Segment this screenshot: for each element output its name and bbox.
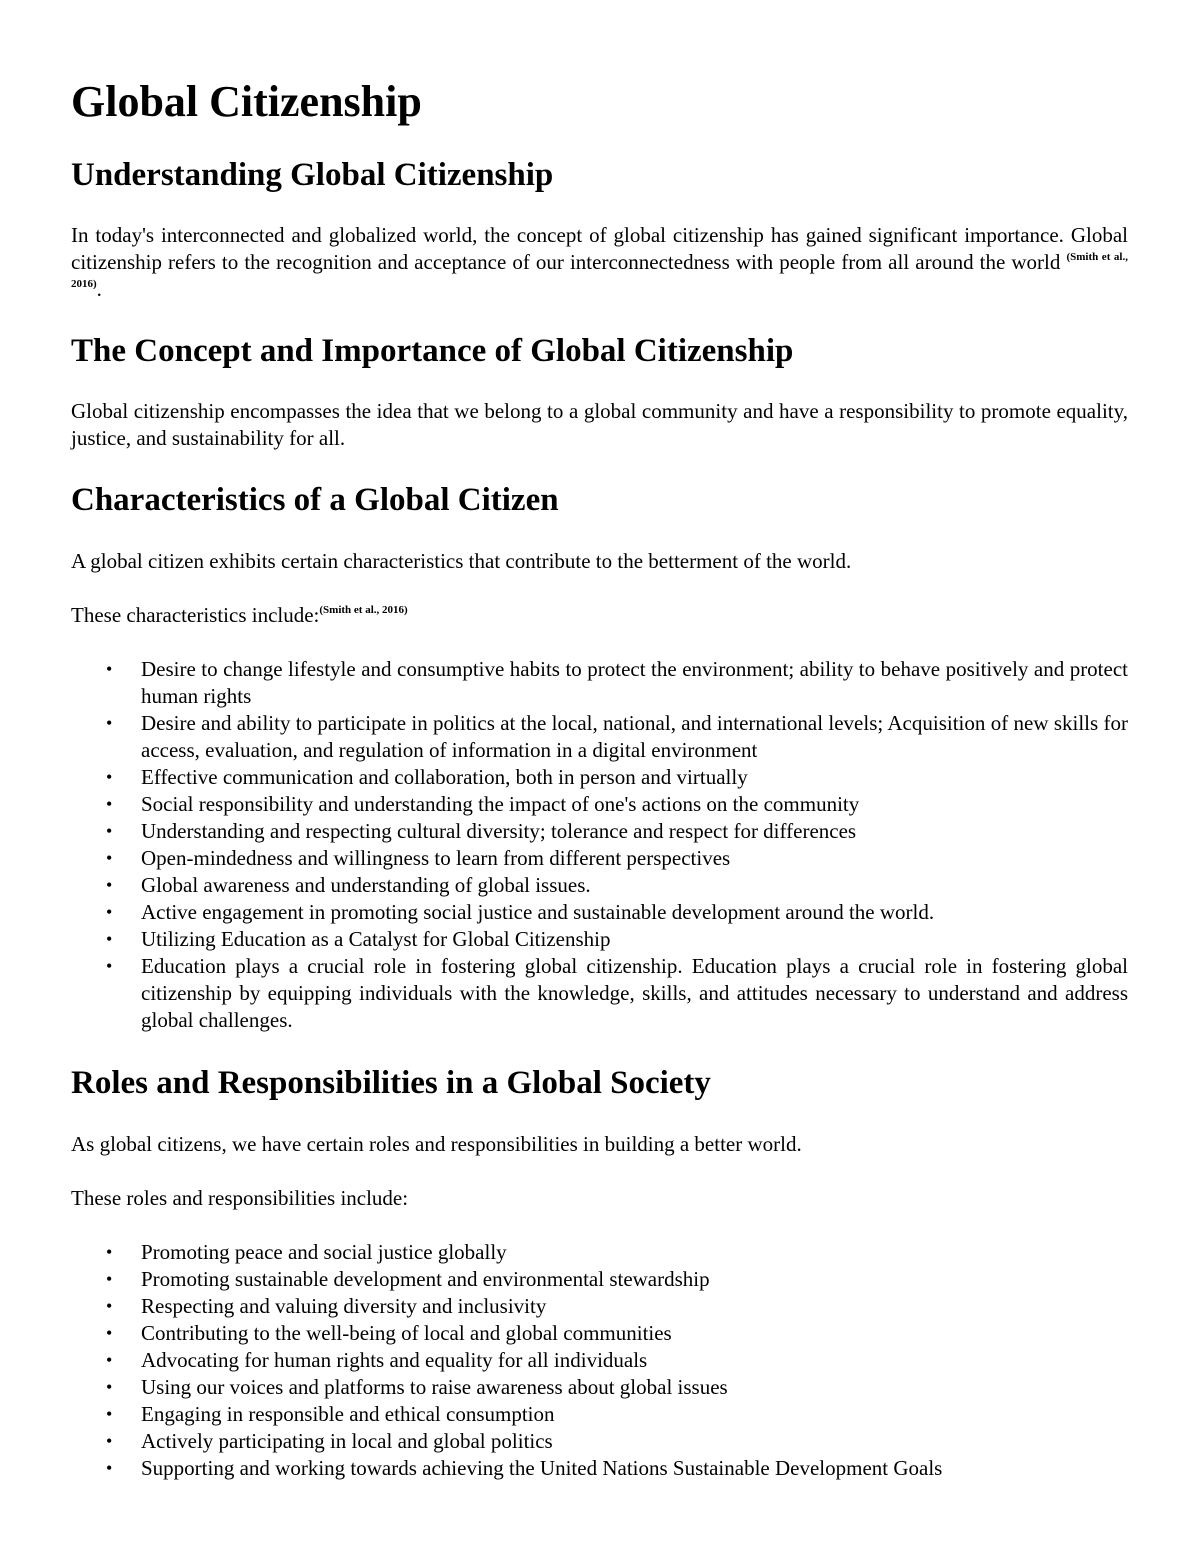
- bullet-icon: •: [106, 1458, 113, 1478]
- list-item: [71, 953, 1128, 1034]
- characteristics-lead-text: These characteristics include:: [71, 603, 320, 627]
- list-item-text: Promoting sustainable development and environmental stewardship: [141, 1267, 710, 1291]
- paragraph-characteristics-intro: A global citizen exhibits certain characteristics that contribute to the betterment of the world.: [71, 549, 852, 573]
- list-item-text: Effective communication and collaboration, both in person and virtually: [141, 765, 748, 789]
- list-item: [71, 656, 1128, 710]
- heading-roles: Roles and Responsibilities in a Global Society: [71, 1065, 711, 1101]
- list-item: [71, 1428, 1128, 1455]
- list-item: [71, 1320, 1128, 1347]
- list-item: [71, 791, 1128, 818]
- bullet-icon: •: [106, 1296, 113, 1316]
- citation-understanding: (Smith et al., 2016): [71, 251, 1128, 290]
- list-item-text: Education plays a crucial role in fostering global citizenship. Education plays a crucial role in fostering global citizenship by equipping individuals with the knowledge, skills, and attitudes necessary to understand and address global challenges.: [141, 954, 1128, 1032]
- list-item: [71, 764, 1128, 791]
- list-item: [71, 899, 1128, 926]
- paragraph-roles-lead: These roles and responsibilities include:: [71, 1186, 409, 1210]
- paragraph-understanding-tail: .: [96, 277, 102, 301]
- bullet-icon: •: [106, 1269, 113, 1289]
- heading-characteristics: Characteristics of a Global Citizen: [71, 482, 559, 518]
- list-item: [71, 818, 1128, 845]
- bullet-icon: •: [106, 1242, 113, 1262]
- list-item: [71, 845, 1128, 872]
- heading-understanding: Understanding Global Citizenship: [71, 157, 554, 193]
- list-item-text: Open-mindedness and willingness to learn from different perspectives: [141, 846, 731, 870]
- list-item: [71, 1374, 1128, 1401]
- list-item-text: Respecting and valuing diversity and inclusivity: [141, 1294, 547, 1318]
- bullet-icon: •: [106, 1431, 113, 1451]
- list-item: [71, 710, 1128, 764]
- list-item-text: Supporting and working towards achieving the United Nations Sustainable Development Goals: [141, 1456, 943, 1480]
- list-item: [71, 1455, 1128, 1482]
- bullet-icon: •: [106, 794, 113, 814]
- bullet-icon: •: [106, 1404, 113, 1424]
- list-item-text: Contributing to the well-being of local and global communities: [141, 1321, 672, 1345]
- bullet-icon: •: [106, 659, 113, 679]
- list-item-text: Desire to change lifestyle and consumptive habits to protect the environment; ability to behave positively and protect human rights: [141, 657, 1128, 708]
- paragraph-understanding: [71, 222, 1128, 303]
- list-item-text: Utilizing Education as a Catalyst for Global Citizenship: [141, 927, 611, 951]
- list-item-text: Advocating for human rights and equality for all individuals: [141, 1348, 648, 1372]
- list-item: [71, 926, 1128, 953]
- list-item-text: Active engagement in promoting social justice and sustainable development around the world.: [141, 900, 935, 924]
- list-item-text: Global awareness and understanding of global issues.: [141, 873, 591, 897]
- bullet-icon: •: [106, 713, 113, 733]
- list-item-text: Promoting peace and social justice globally: [141, 1240, 507, 1264]
- paragraph-roles-intro: As global citizens, we have certain roles and responsibilities in building a better world.: [71, 1132, 802, 1156]
- list-item: [71, 872, 1128, 899]
- document-title: Global Citizenship: [71, 77, 422, 126]
- list-item: [71, 1239, 1128, 1266]
- paragraph-understanding-text: In today's interconnected and globalized world, the concept of global citizenship has gained significant importance. Global citizenship refers to the recognition and acceptance of our interconnectedness with people from all around the world: [71, 223, 1128, 274]
- bullet-icon: •: [106, 848, 113, 868]
- list-item-text: Desire and ability to participate in politics at the local, national, and international levels; Acquisition of new skills for access, evaluation, and regulation of information in a digital environment: [141, 711, 1128, 762]
- list-item: [71, 1401, 1128, 1428]
- bullet-icon: •: [106, 1377, 113, 1397]
- bullet-icon: •: [106, 875, 113, 895]
- bullet-icon: •: [106, 1350, 113, 1370]
- bullet-icon: •: [106, 902, 113, 922]
- characteristics-list: [71, 656, 1128, 1034]
- paragraph-concept: Global citizenship encompasses the idea that we belong to a global community and have a responsibility to promote equality, justice, and sustainability for all.: [71, 399, 1128, 450]
- list-item-text: Social responsibility and understanding the impact of one's actions on the community: [141, 792, 860, 816]
- list-item-text: Engaging in responsible and ethical consumption: [141, 1402, 555, 1426]
- roles-list: [71, 1239, 1128, 1482]
- bullet-icon: •: [106, 767, 113, 787]
- bullet-icon: •: [106, 956, 113, 976]
- list-item-text: Understanding and respecting cultural diversity; tolerance and respect for differences: [141, 819, 857, 843]
- list-item: [71, 1266, 1128, 1293]
- bullet-icon: •: [106, 929, 113, 949]
- paragraph-characteristics-lead: [71, 602, 1128, 629]
- list-item: [71, 1347, 1128, 1374]
- list-item-text: Using our voices and platforms to raise awareness about global issues: [141, 1375, 728, 1399]
- list-item: [71, 1293, 1128, 1320]
- bullet-icon: •: [106, 1323, 113, 1343]
- heading-concept: The Concept and Importance of Global Citizenship: [71, 333, 794, 369]
- bullet-icon: •: [106, 821, 113, 841]
- list-item-text: Actively participating in local and global politics: [141, 1429, 553, 1453]
- citation-characteristics: (Smith et al., 2016): [319, 604, 408, 616]
